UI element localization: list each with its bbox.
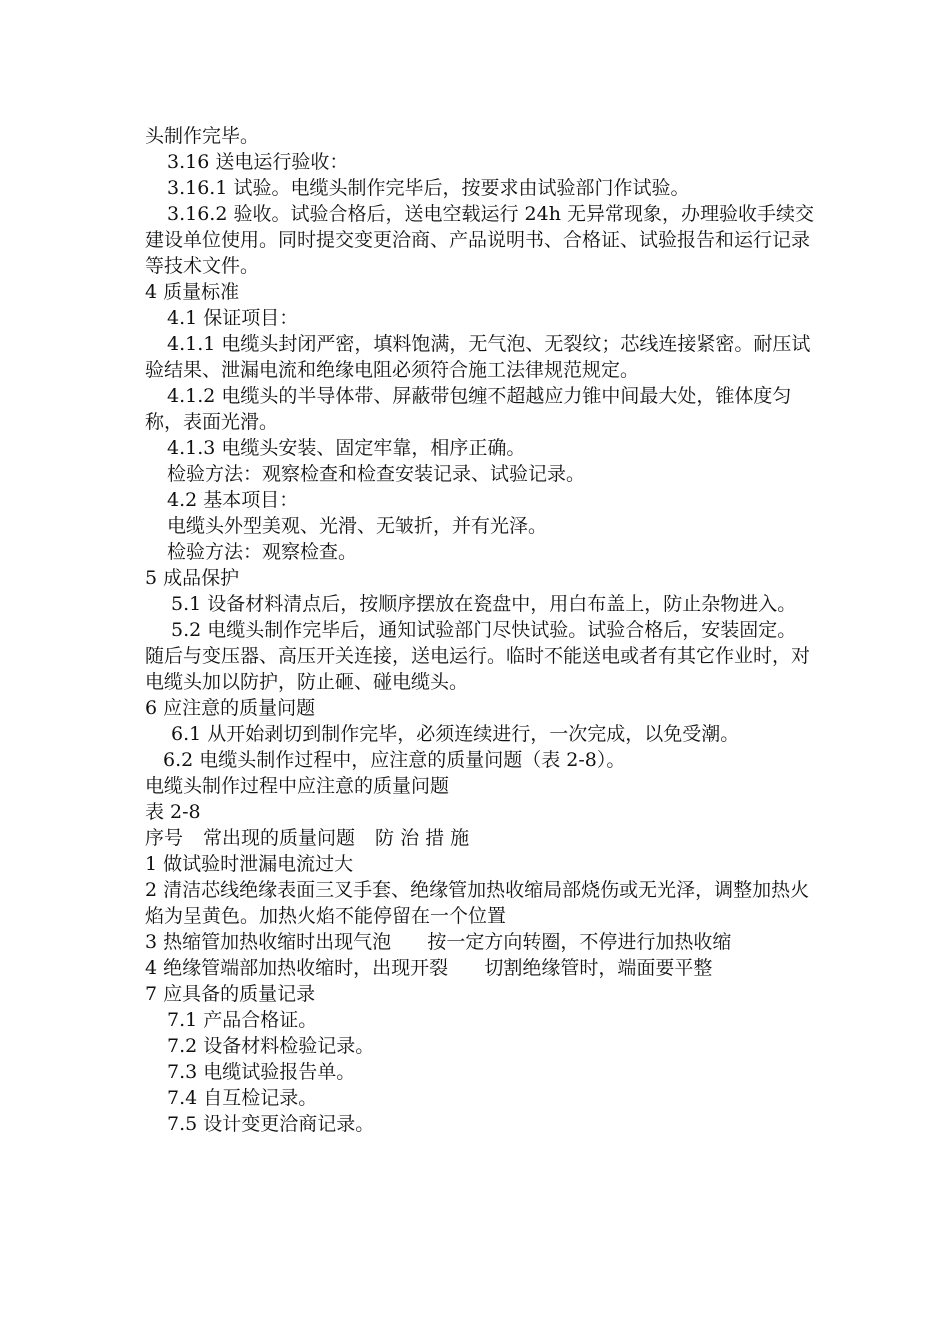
section-4-1-1: 4.1.1 电缆头封闭严密，填料饱满，无气泡、无裂纹；芯线连接紧密。耐压试验结果、泄漏电流和绝缘电阻必须符合施工法律规范规定。 [145, 333, 811, 381]
section-3-16-heading: 3.16 送电运行验收： [167, 151, 349, 173]
table-row-3: 3 热缩管加热收缩时出现气泡 按一定方向转圈，不停进行加热收缩 [145, 931, 732, 953]
section-5-1: 5.1 设备材料清点后，按顺序摆放在瓷盘中，用白布盖上，防止杂物进入。 [171, 593, 797, 615]
table-header-row [145, 825, 825, 851]
section-3-16-1: 3.16.1 试验。电缆头制作完毕后，按要求由试验部门作试验。 [167, 177, 690, 199]
record-item-7-2: 7.2 设备材料检验记录。 [167, 1035, 375, 1057]
section-4-1-2: 4.1.2 电缆头的半导体带、屏蔽带包缠不超越应力锥中间最大处，锥体度匀称，表面光滑。 [145, 385, 792, 433]
record-item-7-1: 7.1 产品合格证。 [167, 1009, 318, 1031]
inspection-method-2: 检验方法：观察检查。 [167, 541, 358, 563]
section-7-heading: 7 应具备的质量记录 [145, 983, 316, 1005]
document-body [145, 123, 825, 1137]
inspection-method-1: 检验方法：观察检查和检查安装记录、试验记录。 [167, 463, 586, 485]
section-5-heading: 5 成品保护 [145, 567, 240, 589]
section-6-heading: 6 应注意的质量问题 [145, 697, 316, 719]
table-number: 表 2-8 [145, 801, 201, 823]
section-4-1-heading: 4.1 保证项目： [167, 307, 299, 329]
table-caption: 电缆头制作过程中应注意的质量问题 [145, 775, 450, 797]
basic-item-text: 电缆头外型美观、光滑、无皱折，并有光泽。 [167, 515, 548, 537]
section-4-heading: 4 质量标准 [145, 281, 240, 303]
section-3-16-2: 3.16.2 验收。试验合格后，送电空载运行 24h 无异常现象，办理验收手续交建设单位使用。同时提交变更洽商、产品说明书、合格证、试验报告和运行记录等技术文件。 [145, 203, 814, 277]
section-4-2-heading: 4.2 基本项目： [167, 489, 299, 511]
record-item-7-3: 7.3 电缆试验报告单。 [167, 1061, 356, 1083]
table-row-2: 2 清洁芯线绝缘表面三叉手套、绝缘管加热收缩局部烧伤或无光泽，调整加热火焰为呈黄色。加热火焰不能停留在一个位置 [145, 879, 810, 927]
section-4-1-3: 4.1.3 电缆头安装、固定牢靠，相序正确。 [167, 437, 526, 459]
table-header-measures: 防 治 措 施 [375, 827, 470, 849]
record-item-7-5: 7.5 设计变更洽商记录。 [167, 1113, 375, 1135]
section-5-2-continuation: 随后与变压器、高压开关连接，送电运行。临时不能送电或者有其它作业时，对电缆头加以防护，防止砸、碰电缆头。 [145, 645, 811, 693]
table-row-1: 1 做试验时泄漏电流过大 [145, 853, 354, 875]
section-6-1: 6.1 从开始剥切到制作完毕，必须连续进行，一次完成，以免受潮。 [171, 723, 740, 745]
table-header-index: 序号 [145, 827, 184, 849]
record-item-7-4: 7.4 自互检记录。 [167, 1087, 318, 1109]
section-6-2: 6.2 电缆头制作过程中，应注意的质量问题（表 2-8）。 [163, 749, 626, 771]
table-header-problem: 常出现的质量问题 [203, 827, 356, 849]
section-5-2: 5.2 电缆头制作完毕后，通知试验部门尽快试验。试验合格后，安装固定。 [171, 619, 797, 641]
table-row-4: 4 绝缘管端部加热收缩时，出现开裂 切割绝缘管时，端面要平整 [145, 957, 713, 979]
paragraph-continuation: 头制作完毕。 [145, 125, 260, 147]
